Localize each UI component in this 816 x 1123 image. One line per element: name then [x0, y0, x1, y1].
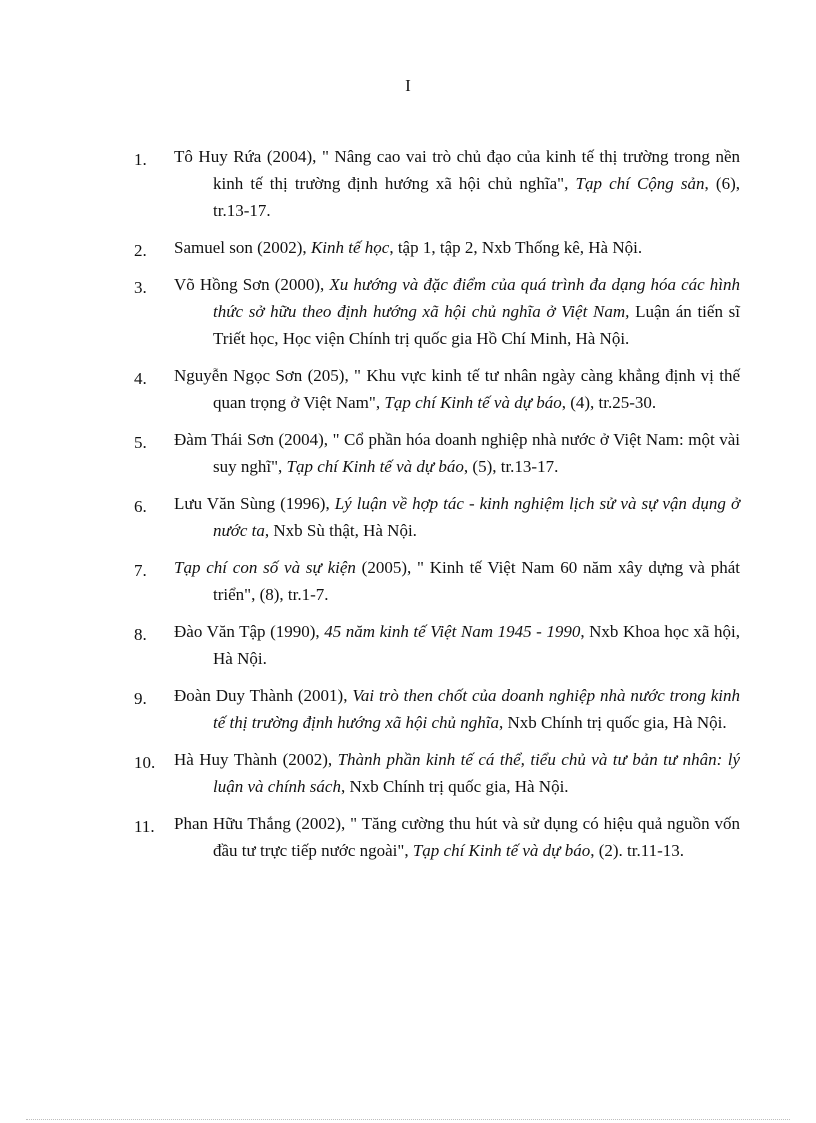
- reference-text-segment: Nguyễn Ngọc Sơn (205), " Khu vực kinh tế tư nhân ngày càng khẳng định vị thế quan trọng ở Việt Nam",: [174, 366, 740, 412]
- reference-text-segment: , Nxb Chính trị quốc gia, Hà Nội.: [499, 713, 727, 732]
- reference-item: [134, 810, 740, 864]
- reference-number: 5.: [134, 433, 147, 452]
- reference-text-segment: , (2). tr.11-13.: [590, 841, 685, 860]
- reference-text-segment: Luận án tiến sĩ Triết học, Học viện Chính trị quốc gia Hồ Chí Minh, Hà Nội.: [213, 302, 740, 348]
- reference-number: 8.: [134, 625, 147, 644]
- reference-item: [134, 271, 740, 352]
- reference-item: [134, 426, 740, 480]
- reference-title-italic: Tạp chí con số và sự kiện: [174, 558, 356, 577]
- reference-text-segment: Lưu Văn Sùng (1996),: [174, 494, 335, 513]
- reference-text: [174, 746, 740, 800]
- reference-number: 2.: [134, 241, 147, 260]
- reference-number: 3.: [134, 278, 147, 297]
- reference-text-segment: Đoàn Duy Thành (2001),: [174, 686, 353, 705]
- reference-text-segment: Hà Huy Thành (2002),: [174, 750, 338, 769]
- reference-title-italic: Vai trò then chốt của doanh nghiệp nhà nước trong kinh tế thị trường định hướng xã hội chủ nghĩa: [213, 686, 740, 732]
- reference-text-segment: Tô Huy Rứa (2004), " Nâng cao vai trò chủ đạo của kinh tế thị trường trong nền kinh tế thị trường định hướng xã hội chủ nghĩa",: [174, 147, 740, 193]
- reference-text-segment: , (6), tr.13-17.: [213, 174, 740, 220]
- reference-title-italic: Tạp chí Kinh tế và dự báo: [286, 457, 464, 476]
- reference-text-segment: , Nxb Sù thật, Hà Nội.: [264, 521, 417, 540]
- page-bottom-divider: [26, 1119, 790, 1120]
- reference-number: 7.: [134, 561, 147, 580]
- reference-text: [174, 682, 740, 736]
- reference-title-italic: Kinh tế học: [310, 238, 390, 257]
- reference-item: [134, 682, 740, 736]
- page-number: I: [405, 76, 411, 95]
- reference-item: [134, 618, 740, 672]
- reference-item: [134, 234, 740, 261]
- reference-text: [174, 426, 740, 480]
- reference-text-segment: (2005), " Kinh tế Việt Nam 60 năm xây dựng và phát triển", (8), tr.1-7.: [213, 558, 740, 604]
- reference-text: [174, 490, 740, 544]
- reference-title-italic: Lý luận về hợp tác - kinh nghiệm lịch sử và sự vận dụng ở nước ta: [213, 494, 741, 540]
- reference-text: [174, 271, 740, 352]
- reference-title-italic: Xu hướng và đặc điểm của quá trình đa dạng hóa các hình thức sở hữu theo định hướng xã hội chủ nghĩa ở Việt Nam,: [213, 275, 740, 321]
- reference-number: 4.: [134, 369, 147, 388]
- reference-item: [134, 490, 740, 544]
- reference-number: 11.: [134, 817, 155, 836]
- reference-text-segment: Samuel son (2002),: [174, 238, 311, 257]
- reference-list: [134, 143, 740, 874]
- reference-item: [134, 362, 740, 416]
- reference-title-italic: Tạp chí Kinh tế và dự báo: [384, 393, 562, 412]
- reference-text: [174, 234, 740, 261]
- reference-number: 10.: [134, 753, 156, 772]
- reference-text-segment: , Nxb Khoa học xã hội, Hà Nội.: [213, 622, 740, 668]
- reference-item: [134, 746, 740, 800]
- reference-text-segment: Đào Văn Tập (1990),: [174, 622, 325, 641]
- reference-item: [134, 143, 740, 224]
- reference-text: [174, 618, 740, 672]
- reference-text-segment: Đàm Thái Sơn (2004), " Cổ phần hóa doanh nghiệp nhà nước ở Việt Nam: một vài suy nghĩ",: [174, 430, 740, 476]
- reference-text: [174, 810, 740, 864]
- reference-text-segment: Phan Hữu Thắng (2002), " Tăng cường thu hút và sử dụng có hiệu quả nguồn vốn đầu tư trực tiếp nước ngoài",: [174, 814, 740, 860]
- reference-number: 1.: [134, 150, 147, 169]
- reference-number: 6.: [134, 497, 147, 516]
- reference-title-italic: Thành phần kinh tế cá thể, tiểu chủ và tư bản tư nhân: lý luận và chính sách: [213, 750, 740, 796]
- reference-title-italic: Tạp chí Cộng sản: [575, 174, 705, 193]
- reference-title-italic: Tạp chí Kinh tế và dự báo: [412, 841, 591, 860]
- reference-text: [174, 362, 740, 416]
- reference-text-segment: , Nxb Chính trị quốc gia, Hà Nội.: [340, 777, 569, 796]
- reference-text: [174, 143, 740, 224]
- reference-title-italic: 45 năm kinh tế Việt Nam 1945 - 1990: [324, 622, 581, 641]
- reference-text: [174, 554, 740, 608]
- reference-number: 9.: [134, 689, 147, 708]
- reference-text-segment: , tập 1, tập 2, Nxb Thống kê, Hà Nội.: [389, 238, 643, 257]
- reference-item: [134, 554, 740, 608]
- reference-text-segment: , (5), tr.13-17.: [463, 457, 559, 476]
- reference-text-segment: , (4), tr.25-30.: [561, 393, 657, 412]
- reference-text-segment: Võ Hồng Sơn (2000),: [174, 275, 330, 294]
